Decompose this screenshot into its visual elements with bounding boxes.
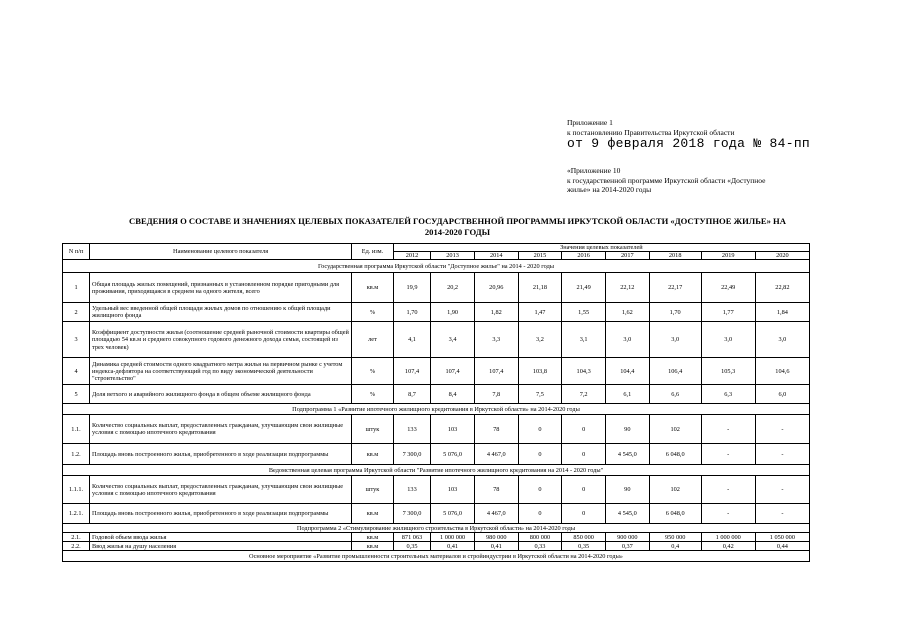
appendix-1-date-line: от 9 февраля 2018 года № 84-пп [567,136,811,151]
row-number: 2.2. [63,542,90,551]
value-cell: 22,12 [605,273,649,303]
unit-cell: кв.м [352,444,394,465]
value-cell: 0 [518,444,562,465]
value-cell: 103 [431,476,475,504]
section-title: Основное мероприятие «Развитие промышленности строительных материалов и стройиндустрии в Иркутской области на 2014-2020 годы» [63,551,810,562]
indicator-row [63,504,810,524]
value-cell: 1,70 [393,303,430,322]
value-cell: 0 [518,476,562,504]
document-title-line2: 2014-2020 ГОДЫ [424,227,491,237]
value-cell: 8,4 [431,385,475,404]
year-header: 2017 [605,252,649,260]
year-header: 2014 [474,252,518,260]
unit-cell: кв.м [352,533,394,542]
value-cell: 1,55 [562,303,606,322]
value-cell: 0,35 [393,542,430,551]
value-cell: 0,37 [605,542,649,551]
value-cell: 6,6 [649,385,701,404]
value-cell: 3,0 [649,322,701,358]
section-title: Подпрограмма 2 «Стимулирование жилищного строительства в Иркутской области» на 2014-2020 годы [63,524,810,533]
indicator-name: Доля ветхого и аварийного жилищного фонда в общем объеме жилищного фонда [90,385,352,404]
value-cell: 0 [562,476,606,504]
row-number: 5 [63,385,90,404]
value-cell: 0,41 [431,542,475,551]
section-row [63,260,810,273]
unit-cell: штук [352,415,394,444]
value-cell: 107,4 [393,358,430,385]
section-title: Ведомственная целевая программа Иркутской области "Развитие ипотечного жилищного кредитования на 2014 - 2020 годы" [63,465,810,476]
value-cell: 7 300,0 [393,444,430,465]
year-header: 2019 [701,252,755,260]
value-cell: 0 [518,504,562,524]
year-header: 2013 [431,252,475,260]
indicator-row [63,322,810,358]
unit-cell: кв.м [352,273,394,303]
value-cell: 78 [474,476,518,504]
indicator-name: Динамика средней стоимости одного квадратного метра жилья на первичном рынке с учетом индекса-дефлятора на соответствующий год по виду экономической деятельности "строительство" [90,358,352,385]
value-cell: 78 [474,415,518,444]
indicator-row [63,358,810,385]
appendix-1-heading [567,118,810,151]
unit-cell: лет [352,322,394,358]
section-row [63,551,810,562]
year-header: 2020 [755,252,809,260]
value-cell: 5 076,0 [431,504,475,524]
value-cell: 1,77 [701,303,755,322]
indicator-row [63,542,810,551]
value-cell: 1,90 [431,303,475,322]
value-cell: 4 545,0 [605,444,649,465]
value-cell: 133 [393,476,430,504]
value-cell: 4 467,0 [474,444,518,465]
indicator-name: Площадь вновь построенного жилья, приобретенного в ходе реализации подпрограммы [90,504,352,524]
value-cell: 871 063 [393,533,430,542]
value-cell: - [701,476,755,504]
value-cell: 21,18 [518,273,562,303]
indicator-row [63,533,810,542]
header-num: N п/п [63,244,90,260]
value-cell: 104,6 [755,358,809,385]
row-number: 2.1. [63,533,90,542]
document-title [40,216,875,238]
value-cell: 102 [649,415,701,444]
year-header: 2012 [393,252,430,260]
value-cell: 1,70 [649,303,701,322]
value-cell: 1 050 000 [755,533,809,542]
appendix-10-line3: жилье» на 2014-2020 годы [567,185,652,194]
unit-cell: штук [352,476,394,504]
value-cell: 7 300,0 [393,504,430,524]
indicator-name: Общая площадь жилых помещений, признанных в установленном порядке пригодными для проживания, приходящаяся в среднем на одного жителя, всего [90,273,352,303]
value-cell: - [701,504,755,524]
section-title: Подпрограмма 1 «Развитие ипотечного жилищного кредитования в Иркутской области» на 2014-2020 годы [63,404,810,415]
unit-cell: кв.м [352,542,394,551]
value-cell: - [755,504,809,524]
value-cell: - [701,444,755,465]
header-values: Значения целевых показателей [393,244,809,252]
row-number: 3 [63,322,90,358]
appendix-10-heading [567,166,765,195]
value-cell: 6,3 [701,385,755,404]
indicator-name: Ввод жилья на душу населения [90,542,352,551]
value-cell: 6,0 [755,385,809,404]
value-cell: 0,4 [649,542,701,551]
value-cell: 133 [393,415,430,444]
value-cell: - [755,444,809,465]
value-cell: - [701,415,755,444]
value-cell: 103,8 [518,358,562,385]
value-cell: 4 545,0 [605,504,649,524]
row-number: 2 [63,303,90,322]
value-cell: 104,3 [562,358,606,385]
value-cell: 106,4 [649,358,701,385]
value-cell: 8,7 [393,385,430,404]
value-cell: 0,44 [755,542,809,551]
value-cell: 19,9 [393,273,430,303]
value-cell: 980 000 [474,533,518,542]
value-cell: 6,1 [605,385,649,404]
value-cell: 107,4 [431,358,475,385]
year-header: 2016 [562,252,606,260]
value-cell: 3,0 [701,322,755,358]
appendix-1-line2: к постановлению Правительства Иркутской области [567,127,735,137]
value-cell: 3,3 [474,322,518,358]
value-cell: 104,4 [605,358,649,385]
table-body [63,260,810,562]
value-cell: 0 [562,504,606,524]
value-cell: 0 [518,415,562,444]
indicator-row [63,273,810,303]
year-header: 2018 [649,252,701,260]
indicator-name: Коэффициент доступности жилья (соотношение средней рыночной стоимости квартиры общей площадью 54 кв.м и среднего совокупного годового денежного дохода семьи, состоящей из трех человек) [90,322,352,358]
value-cell: 1,47 [518,303,562,322]
value-cell: 0,42 [701,542,755,551]
value-cell: 6 048,0 [649,444,701,465]
value-cell: 6 048,0 [649,504,701,524]
value-cell: 3,0 [755,322,809,358]
value-cell: 21,49 [562,273,606,303]
value-cell: 3,2 [518,322,562,358]
value-cell: 22,17 [649,273,701,303]
value-cell: 1 000 000 [431,533,475,542]
value-cell: 102 [649,476,701,504]
value-cell: 1,84 [755,303,809,322]
section-row [63,404,810,415]
indicator-name: Годовой объем ввода жилья [90,533,352,542]
row-number: 1 [63,273,90,303]
appendix-10-line1: «Приложение 10 [567,166,621,175]
row-number: 1.2.1. [63,504,90,524]
header-unit: Ед. изм. [352,244,394,260]
section-row [63,465,810,476]
document-title-line1: СВЕДЕНИЯ О СОСТАВЕ И ЗНАЧЕНИЯХ ЦЕЛЕВЫХ ПОКАЗАТЕЛЕЙ ГОСУДАРСТВЕННОЙ ПРОГРАММЫ ИРКУТСКОЙ ОБЛАСТИ «ДОСТУПНОЕ ЖИЛЬЕ» НА [129,216,786,226]
value-cell: 22,49 [701,273,755,303]
value-cell: 7,5 [518,385,562,404]
value-cell: 0,41 [474,542,518,551]
value-cell: 105,3 [701,358,755,385]
row-number: 1.2. [63,444,90,465]
section-title: Государственная программа Иркутской области "Доступное жилье" на 2014 - 2020 годы [63,260,810,273]
indicator-row [63,303,810,322]
value-cell: 4,1 [393,322,430,358]
appendix-10-line2: к государственной программе Иркутской области «Доступное [567,175,766,185]
table-header-row [63,244,810,252]
value-cell: 5 076,0 [431,444,475,465]
value-cell: 90 [605,476,649,504]
indicators-table [62,243,810,562]
indicator-name: Количество социальных выплат, предоставленных гражданам, улучшающим свои жилищные условия с помощью ипотечного кредитования [90,415,352,444]
header-indicator-name: Наименование целевого показателя [90,244,352,260]
value-cell: 0 [562,444,606,465]
value-cell: 90 [605,415,649,444]
value-cell: 0,35 [562,542,606,551]
value-cell: 107,4 [474,358,518,385]
value-cell: 7,2 [562,385,606,404]
unit-cell: % [352,358,394,385]
row-number: 4 [63,358,90,385]
value-cell: 20,2 [431,273,475,303]
value-cell: 800 000 [518,533,562,542]
value-cell: 3,0 [605,322,649,358]
value-cell: - [755,476,809,504]
appendix-1-line1: Приложение 1 [567,118,613,127]
value-cell: 850 000 [562,533,606,542]
unit-cell: % [352,385,394,404]
indicator-name: Удельный вес введенной общей площади жилых домов по отношению к общей площади жилищного фонда [90,303,352,322]
value-cell: - [755,415,809,444]
row-number: 1.1. [63,415,90,444]
indicator-row [63,385,810,404]
value-cell: 20,96 [474,273,518,303]
indicator-name: Количество социальных выплат, предоставленных гражданам, улучшающим свои жилищные условия с помощью ипотечного кредитования [90,476,352,504]
unit-cell: кв.м [352,504,394,524]
value-cell: 3,4 [431,322,475,358]
section-row [63,524,810,533]
value-cell: 1,82 [474,303,518,322]
value-cell: 1,62 [605,303,649,322]
indicator-name: Площадь вновь построенного жилья, приобретенного в ходе реализации подпрограммы [90,444,352,465]
value-cell: 0 [562,415,606,444]
year-header: 2015 [518,252,562,260]
row-number: 1.1.1. [63,476,90,504]
value-cell: 3,1 [562,322,606,358]
indicator-row [63,415,810,444]
value-cell: 0,33 [518,542,562,551]
indicator-row [63,444,810,465]
value-cell: 7,8 [474,385,518,404]
unit-cell: % [352,303,394,322]
value-cell: 4 467,0 [474,504,518,524]
value-cell: 1 000 000 [701,533,755,542]
indicator-row [63,476,810,504]
value-cell: 950 000 [649,533,701,542]
value-cell: 900 000 [605,533,649,542]
value-cell: 103 [431,415,475,444]
value-cell: 22,82 [755,273,809,303]
